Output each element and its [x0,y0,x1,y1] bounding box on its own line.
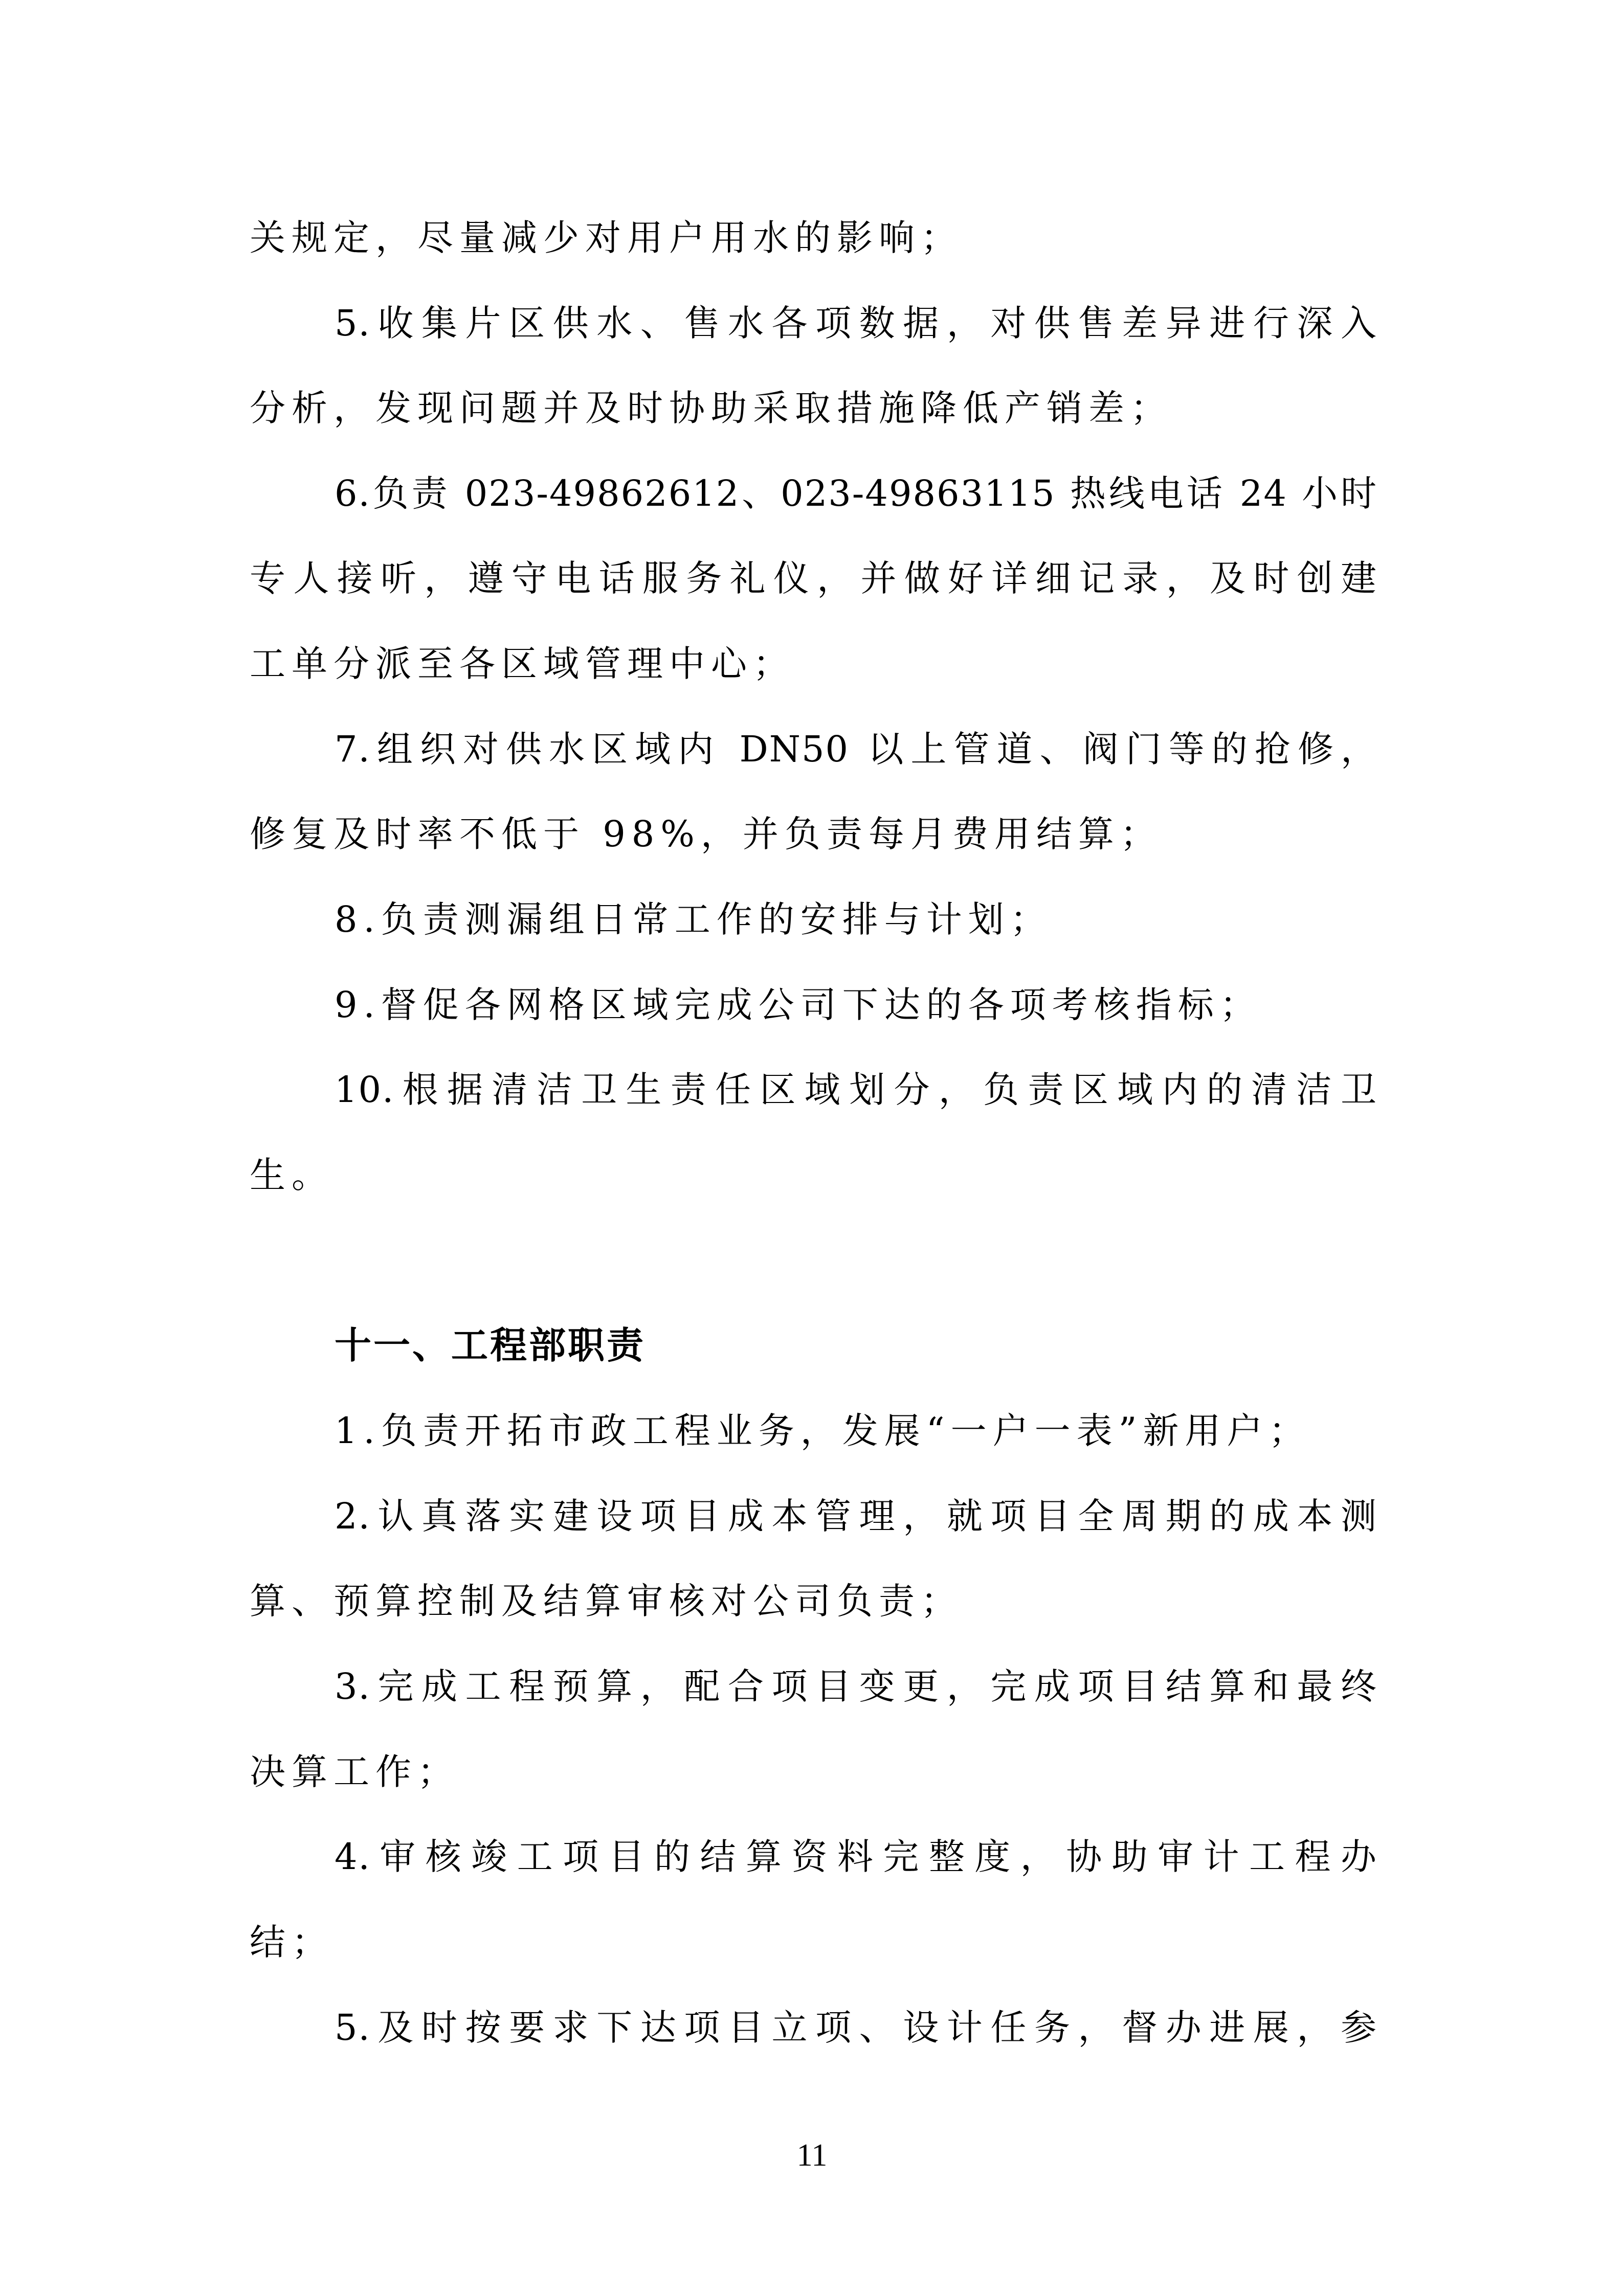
list-item-8: 8.负责测漏组日常工作的安排与计划； [335,898,1052,940]
list-item-6-line-1: 6.负责 023-49862612、023-49863115 热线电话 24 小时 [335,472,1377,514]
section-heading: 十一、工程部职责 [335,1324,646,1367]
section-11-item-2-line-1: 2.认真落实建设项目成本管理，就项目全周期的成本测 [335,1495,1377,1537]
section-11-item-4-line-1: 4.审核竣工项目的结算资料完整度，协助审计工程办 [335,1836,1377,1878]
list-item-5-line-2: 分析，发现问题并及时协助采取措施降低产销差； [250,387,1172,429]
list-item-6-line-2: 专人接听，遵守电话服务礼仪，并做好详细记录，及时创建 [250,557,1377,599]
paragraph-continuation: 关规定，尽量减少对用户用水的影响； [250,217,963,259]
page-number: 11 [796,2138,828,2173]
section-11-item-4-line-2: 结； [250,1921,333,1963]
list-item-7-line-2: 修复及时率不低于 98%，并负责每月费用结算； [250,813,1162,855]
list-item-9: 9.督促各网格区域完成公司下达的各项考核指标； [335,984,1262,1026]
section-11-item-3-line-1: 3.完成工程预算，配合项目变更，完成项目结算和最终 [335,1665,1377,1707]
section-11-item-1: 1.负责开拓市政工程业务，发展“一户一表”新用户； [335,1410,1311,1452]
section-11-item-3-line-2: 决算工作； [250,1751,459,1793]
section-11-item-5-line-1: 5.及时按要求下达项目立项、设计任务，督办进展，参 [335,2007,1377,2049]
section-11-item-2-line-2: 算、预算控制及结算审核对公司负责； [250,1580,963,1622]
list-item-10-line-1: 10.根据清洁卫生责任区域划分，负责区域内的清洁卫 [335,1069,1377,1111]
list-item-7-line-1: 7.组织对供水区域内 DN50 以上管道、阀门等的抢修， [335,728,1377,770]
list-item-6-line-3: 工单分派至各区域管理中心； [250,643,795,685]
list-item-10-line-2: 生。 [250,1154,333,1196]
list-item-5-line-1: 5.收集片区供水、售水各项数据，对供售差异进行深入 [335,302,1377,344]
